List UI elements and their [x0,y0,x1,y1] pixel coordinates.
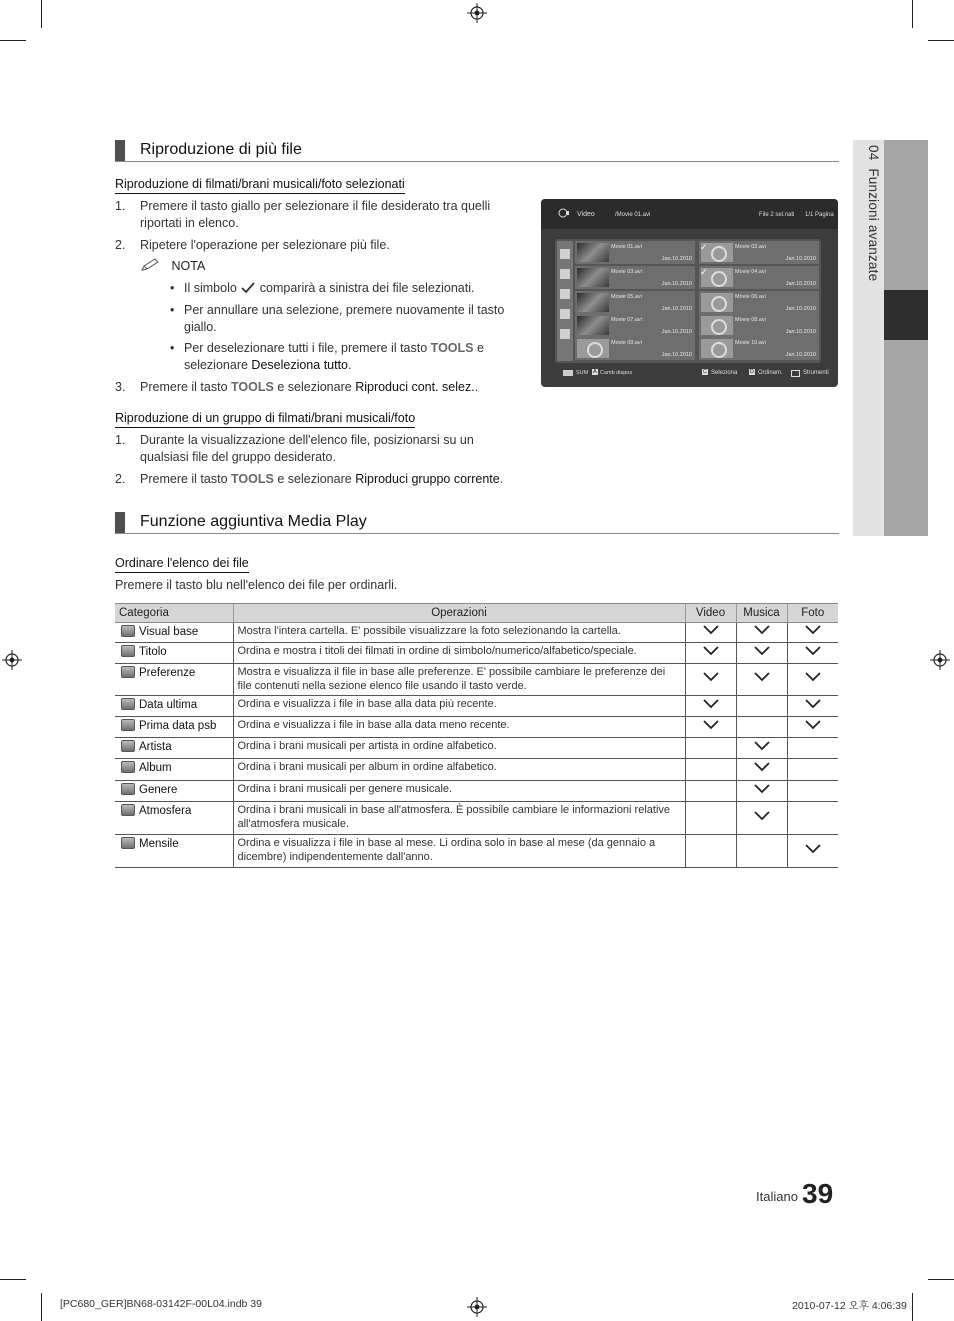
check-mark-icon [804,719,822,731]
table-row [115,717,838,738]
table-row [115,802,838,835]
category-label: Visual base [139,626,199,638]
step-number: 1. [115,199,126,213]
heading-bar [115,140,125,161]
month-icon [121,837,135,849]
column-header: Operazioni [233,604,685,623]
step-text: Premere il tasto [140,380,228,394]
column-header: Foto [787,604,838,623]
tv-header-path: /Movie 01.avi [615,212,651,218]
video-cell [685,623,736,643]
photo-cell [787,696,838,717]
category-label: Preferenze [139,667,196,679]
subheading-selected-files: Riproduzione di filmati/brani musicali/foto selezionati [115,177,405,194]
bullet-text: Per annullare una selezione, premere nuovamente il tasto giallo. [184,303,505,334]
tv-file-item: Movie 05.avi Jan.10.2010 [575,291,695,314]
tv-file-item: Movie 08.avi Jan.10.2010 [699,314,819,337]
menu-option-label: Riproduci gruppo corrente [355,472,500,486]
music-cell [736,696,787,717]
tv-file-item: Movie 03.avi Jan.10.2010 [575,266,695,289]
photo-cell [787,664,838,696]
table-row [115,623,838,643]
video-cell [685,664,736,696]
crop-mark [928,1279,954,1280]
section-heading-multi-file [115,140,839,162]
video-cell [685,717,736,738]
category-label: Artista [139,741,172,753]
sort-description: Premere il tasto blu nell'elenco dei file per ordinarli. [115,578,398,592]
tv-file-item: ✓ Movie 04.avi Jan.10.2010 [699,266,819,289]
tools-icon [791,370,800,377]
category-label: Titolo [139,646,167,658]
step-text: Premere il tasto giallo per selezionare il file desiderato tra quelli riportati in elenco. [140,199,491,230]
subheading-sort-files: Ordinare l'elenco dei file [115,556,249,573]
video-cell [685,759,736,781]
operation-cell: Ordina e visualizza i file in base alla data meno recente. [233,717,685,738]
tv-file-item: Movie 01.avi Jan.10.2010 [575,241,695,264]
step-text: Premere il tasto [140,472,228,486]
check-mark-icon [753,645,771,657]
bullet-text: Per deselezionare tutti i file, premere il tasto [184,341,428,355]
check-mark-icon [804,671,822,683]
step-number: 3. [115,380,126,394]
tv-file-item: Movie 09.avi Jan.10.2010 [575,337,695,360]
bullet-text: Il simbolo [184,281,237,295]
check-mark-icon [702,624,720,636]
calendar-icon [121,698,135,710]
sort-options-table [115,603,838,868]
note-label: NOTA [171,259,206,273]
table-header-row [115,604,838,623]
tv-screen-illustration [541,199,838,387]
bullet-text: e selezionare [184,341,484,372]
table-row [115,664,838,696]
column-header: Musica [736,604,787,623]
crop-mark [0,1279,26,1280]
print-file-info: [PC680_GER]BN68-03142F-00L04.indb 39 [60,1298,262,1310]
registration-mark-icon [467,1297,487,1317]
operation-cell: Ordina i brani musicali per album in ordine alfabetico. [233,759,685,781]
a-key-icon: A [593,369,597,375]
table-row [115,759,838,781]
crop-mark [41,1293,42,1321]
photo-cell [787,623,838,643]
check-mark-icon [702,671,720,683]
music-cell [736,738,787,759]
step-number: 2. [115,472,126,486]
operation-cell: Ordina e mostra i titoli dei filmati in ordine di simbolo/numerico/alfabetico/speciale. [233,643,685,664]
music-cell [736,643,787,664]
calendar-icon [121,719,135,731]
tv-footer-bar [555,367,829,381]
table-row [115,643,838,664]
tv-file-item: ✓ Movie 02.avi Jan.10.2010 [699,241,819,264]
table-row [115,738,838,759]
tools-key-label: TOOLS [231,380,274,394]
category-cell [115,781,233,802]
page-number: 39 [802,1178,834,1209]
category-label: Album [139,762,172,774]
star-icon [121,666,135,678]
menu-option-label: Deseleziona tutto [251,358,349,372]
video-cell [685,802,736,835]
video-category-icon [558,208,570,218]
checkmark-icon [240,282,256,294]
video-cell [685,696,736,717]
crop-mark [0,40,26,41]
music-cell [736,759,787,781]
subheading-group-files: Riproduzione di un gruppo di filmati/brani musicali/foto [115,411,415,428]
category-cell [115,717,233,738]
step-text: Ripetere l'operazione per selezionare più file. [140,238,390,252]
column-header: Video [685,604,736,623]
music-cell [736,802,787,835]
footer-language: Italiano [756,1189,798,1204]
check-mark-icon [804,624,822,636]
table-row [115,781,838,802]
folder-icon [121,625,135,637]
column-header: Categoria [115,604,233,623]
video-cell [685,738,736,759]
check-mark-icon [702,698,720,710]
d-key-icon: D [750,369,754,375]
selected-check-icon: ✓ [700,267,708,277]
category-cell [115,643,233,664]
menu-option-label: Riproduci cont. selez. [355,380,475,394]
check-mark-icon [753,810,771,822]
tv-file-item: Movie 06.avi Jan.10.2010 [699,291,819,314]
photo-cell [787,759,838,781]
section-title: Riproduzione di più file [140,141,302,158]
tv-footer-label: Camb dispos [600,370,633,376]
table-row [115,696,838,717]
bullet-text: comparirà a sinistra dei file selezionati. [259,281,475,295]
tv-header-title: Video [577,211,595,218]
category-cell [115,759,233,781]
music-cell [736,664,787,696]
note-block [140,258,205,273]
check-mark-icon [753,761,771,773]
operation-cell: Ordina e visualizza i file in base alla data più recente. [233,696,685,717]
c-key-icon: C [703,369,707,375]
category-label: Mensile [139,838,179,850]
operation-cell: Mostra e visualizza il file in base alle preferenze. E' possibile cambiare le preferenze dei file contenuti nella sezione elenco file usando il tasto verde. [233,664,685,696]
check-mark-icon [702,645,720,657]
step-number: 2. [115,238,126,252]
step-number: 1. [115,433,126,447]
registration-mark-icon [467,3,487,23]
photo-cell [787,738,838,759]
check-mark-icon [753,671,771,683]
artist-icon [121,740,135,752]
genre-icon [121,783,135,795]
category-cell [115,696,233,717]
crop-mark [912,0,913,28]
video-cell [685,643,736,664]
category-cell [115,738,233,759]
operation-cell: Ordina e visualizza i file in base al mese. Li ordina solo in base al mese (da gennaio a dicembre) indipendentemente dall'anno. [233,835,685,868]
tools-key-label: TOOLS [430,341,474,355]
crop-mark [928,40,954,41]
check-mark-icon [753,783,771,795]
chapter-title: Funzioni avanzate [866,168,881,282]
usb-device-icon [563,370,573,376]
music-cell [736,781,787,802]
operation-cell: Ordina i brani musicali per artista in ordine alfabetico. [233,738,685,759]
section-heading-media-play [115,512,839,534]
check-mark-icon [702,719,720,731]
print-timestamp: 2010-07-12 오후 4:06:39 [792,1300,907,1312]
title-icon [121,645,135,657]
tools-key-label: TOOLS [231,472,274,486]
tv-file-item: Movie 10.avi Jan.10.2010 [699,337,819,360]
check-mark-icon [753,624,771,636]
tv-footer-device: SUM [576,370,589,376]
photo-cell [787,802,838,835]
chapter-tab-marker [884,290,928,340]
check-mark-icon [804,645,822,657]
tv-category-strip [557,241,573,361]
tv-footer-label: Seleziona [711,370,738,376]
photo-cell [787,781,838,802]
music-cell [736,717,787,738]
category-cell [115,623,233,643]
photo-cell [787,717,838,738]
tv-footer-label: Ordinam. [758,370,783,376]
video-cell [685,781,736,802]
step-text: Durante la visualizzazione dell'elenco file, posizionarsi su un qualsiasi file del gruppo desiderato. [140,433,474,464]
operation-cell: Ordina i brani musicali in base all'atmosfera. È possibile cambiare le informazioni relative all'atmosfera musicale. [233,802,685,835]
category-label: Genere [139,784,178,796]
category-cell [115,802,233,835]
registration-mark-icon [2,650,22,670]
step-text: e selezionare [277,380,352,394]
check-mark-icon [804,698,822,710]
mood-icon [121,804,135,816]
chapter-number: 04 [866,145,881,161]
selected-check-icon: ✓ [700,242,708,252]
operation-cell: Mostra l'intera cartella. E' possibile visualizzare la foto selezionando la cartella. [233,623,685,643]
photo-cell [787,835,838,868]
step-text: e selezionare [277,472,352,486]
album-icon [121,761,135,773]
category-label: Prima data psb [139,720,217,732]
category-label: Atmosfera [139,805,192,817]
crop-mark [912,1293,913,1321]
tv-file-item: Movie 07.avi Jan.10.2010 [575,314,695,337]
photo-cell [787,643,838,664]
music-cell [736,835,787,868]
tv-header-page: 1/1 Pagina [805,212,834,218]
chapter-tab-label [861,145,881,345]
registration-mark-icon [930,650,950,670]
category-cell [115,664,233,696]
category-label: Data ultima [139,699,198,711]
video-cell [685,835,736,868]
table-row [115,835,838,868]
section-title: Funzione aggiuntiva Media Play [140,513,367,530]
check-mark-icon [753,740,771,752]
note-pencil-icon [140,258,162,272]
tv-footer-label: Strumenti [803,370,829,376]
music-cell [736,623,787,643]
crop-mark [41,0,42,28]
operation-cell: Ordina i brani musicali per genere musicale. [233,781,685,802]
heading-bar [115,512,125,533]
category-cell [115,835,233,868]
tv-header-selection: File 2 sel.nati [759,212,795,218]
check-mark-icon [804,843,822,855]
